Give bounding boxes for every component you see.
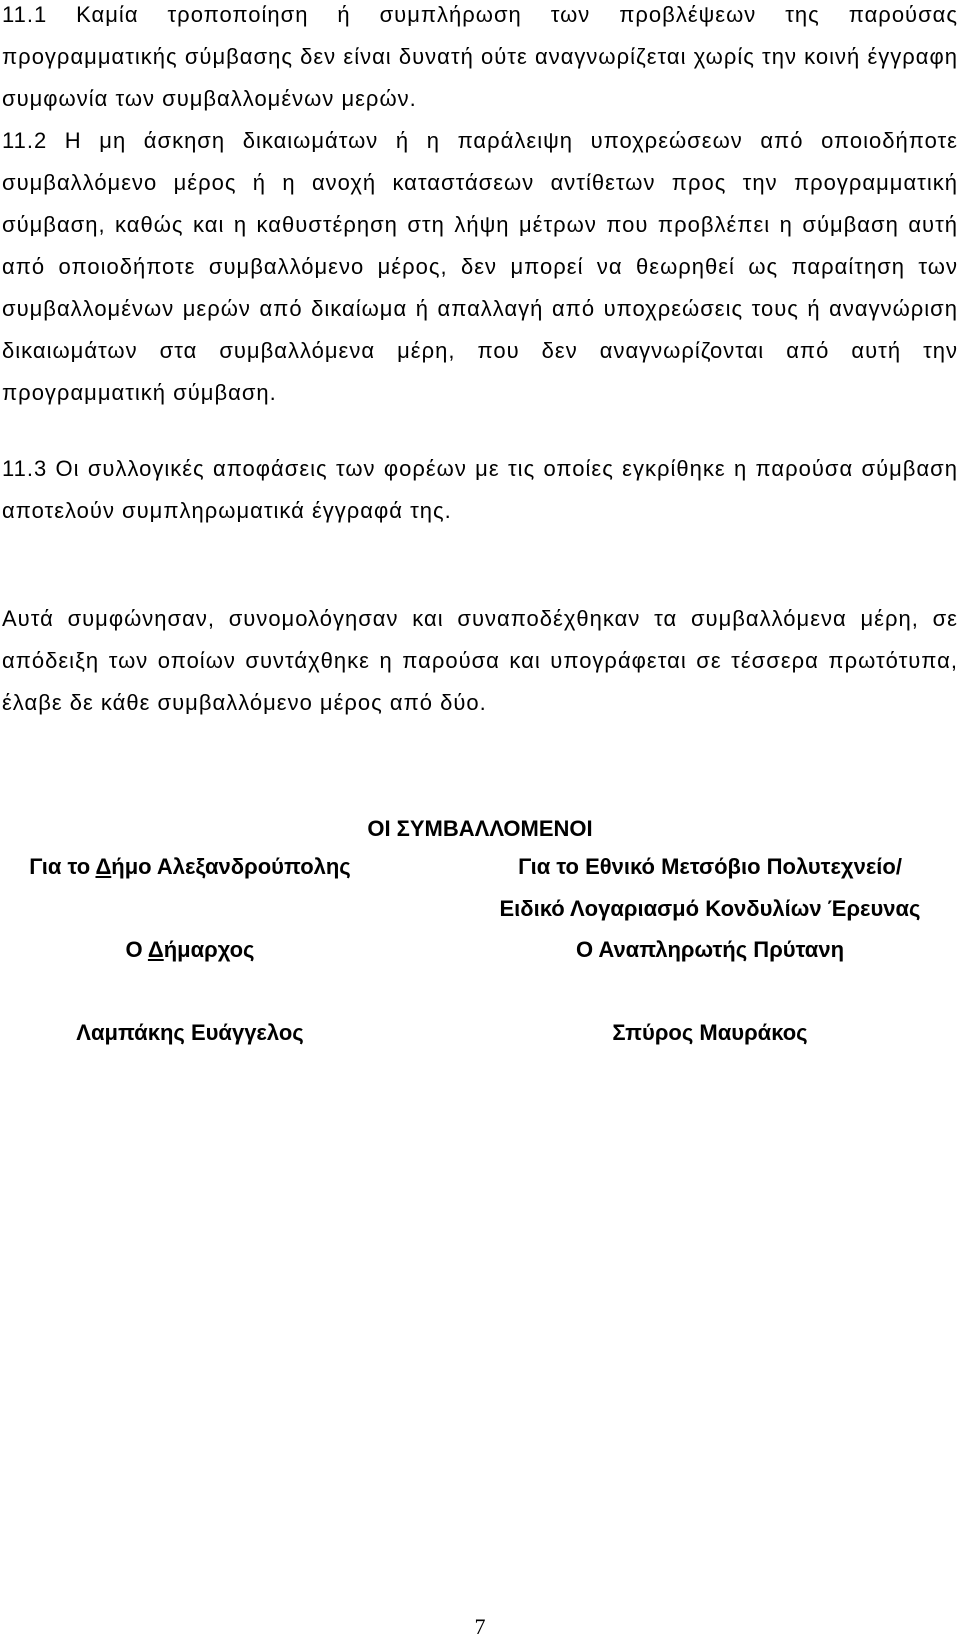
right-party-title-line2: Ειδικό Λογαριασμό Κονδυλίων Έρευνας xyxy=(499,896,921,921)
right-signatory-role: Ο Αναπληρωτής Πρύτανη xyxy=(575,937,845,962)
clause-11-1: 11.1 Καμία τροποποίηση ή συμπλήρωση των προβλέψεων της παρούσας προγραμματικής σύμβασης δεν είναι δυνατή ούτε αναγνωρίζεται χωρίς την κοινή έγγραφη συμφωνία των συμβαλλομένων μερών. xyxy=(2,2,958,111)
left-party-title: Για το Δήμο Αλεξανδρούπολης xyxy=(29,854,351,879)
right-party-title-line1: Για το Εθνικό Μετσόβιο Πολυτεχνείο/ xyxy=(518,854,902,879)
clause-11-2: 11.2 Η μη άσκηση δικαιωμάτων ή η παράλειψη υποχρεώσεων από οποιοδήποτε συμβαλλόμενο μέρος ή η ανοχή καταστάσεων αντίθετων προς την προγραμματική σύμβαση, καθώς και η καθυστέρηση στη λήψη μέτρων που προβλέπει η σύμβαση αυτή από οποιοδήποτε συμβαλλόμενο μέρος, δεν μπορεί να θεωρηθεί ως παραίτηση των συμβαλλομένων μερών από δικαίωμα ή απαλλαγή από υποχρεώσεις τους ή αναγνώριση δικαιωμάτων στα συμβαλλόμενα μέρη, που δεν αναγνωρίζονται από αυτή την προγραμματική σύμβαση. xyxy=(2,128,958,405)
left-signatory-role: Ο Δήμαρχος xyxy=(125,937,255,962)
left-signatory-name: Λαμπάκης Ευάγγελος xyxy=(76,1020,304,1045)
clause-11-3: 11.3 Οι συλλογικές αποφάσεις των φορέων με τις οποίες εγκρίθηκε η παρούσα σύμβαση αποτελούν συμπληρωματικά έγγραφά της. xyxy=(2,456,958,523)
signatories-heading: ΟΙ ΣΥΜΒΑΛΛΟΜΕΝΟΙ xyxy=(367,816,593,841)
right-signatory-name: Σπύρος Μαυράκος xyxy=(612,1020,808,1045)
closing-paragraph: Αυτά συμφώνησαν, συνομολόγησαν και συναποδέχθηκαν τα συμβαλλόμενα μέρη, σε απόδειξη των οποίων συντάχθηκε η παρούσα και υπογράφεται σε τέσσερα πρωτότυπα, έλαβε δε κάθε συμβαλλόμενο μέρος από δύο. xyxy=(2,606,958,715)
page-number: 7 xyxy=(474,1614,486,1639)
